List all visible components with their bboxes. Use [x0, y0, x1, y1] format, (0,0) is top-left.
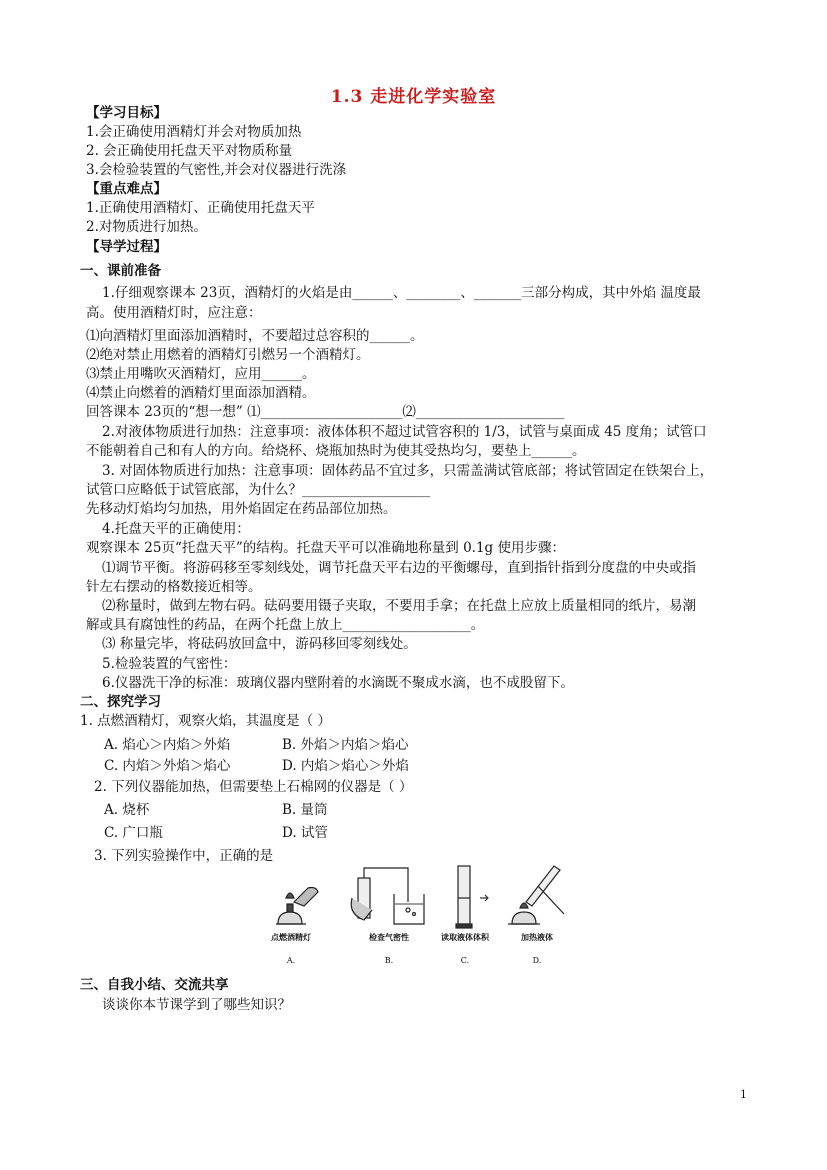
figure-caption-b: 检查气密性	[369, 932, 409, 942]
experiment-figure	[268, 858, 568, 970]
figure-label-c: C.	[460, 956, 470, 965]
figure-label-b: B.	[384, 956, 394, 965]
key-2: 2.对物质进行加热。	[86, 219, 207, 235]
text-line: ⑶禁止用嘴吹灭酒精灯，应用______。	[86, 366, 316, 382]
text-line: 试管口应略低于试管底部，为什么？___________________	[86, 482, 431, 498]
figure-caption-a: 点燃酒精灯	[271, 932, 311, 942]
page-number: 1	[740, 1088, 747, 1101]
part-heading-1: 一、课前准备	[80, 263, 161, 279]
text-line: ⑴向酒精灯里面添加酒精时，不要超过总容积的______。	[86, 328, 424, 344]
text-line: 1.仔细观察课本 23页，酒精灯的火焰是由______、________、_______三部分构成，其中外焰 温度最	[102, 285, 701, 301]
graduated-cylinder-icon	[456, 866, 488, 928]
figure-label-d: D.	[532, 956, 542, 965]
q2-option-d: D. 试管	[282, 825, 328, 841]
q2-option-b: B. 量筒	[282, 802, 328, 818]
airtightness-setup-icon	[351, 868, 424, 924]
text-line: ⑵绝对禁止用燃着的酒精灯引燃另一个酒精灯。	[86, 347, 370, 363]
text-line: ⑴调节平衡。将游码移至零刻线处，调节托盘天平右边的平衡螺母，直到指针指到分度盘的中央或指	[102, 560, 696, 576]
text-line: ⑵称量时，做到左物右码。砝码要用镊子夹取，不要用手拿；在托盘上应放上质量相同的纸片，易潮	[102, 598, 696, 614]
text-line: 回答课本 23页的“想一想” ⑴_____________________⑵______________________	[86, 404, 565, 420]
figure-caption-d: 加热液体	[521, 932, 553, 942]
text-line: 针左右摆动的格数接近相等。	[86, 579, 262, 595]
goal-2: 2. 会正确使用托盘天平对物质称量	[86, 143, 293, 159]
key-1: 1.正确使用酒精灯、正确使用托盘天平	[86, 200, 315, 216]
text-line: ⑶ 称量完毕，将砝码放回盒中，游码移回零刻线处。	[102, 636, 417, 652]
goal-1: 1.会正确使用酒精灯并会对物质加热	[86, 124, 302, 140]
section-heading-key: 【重点难点】	[86, 181, 167, 197]
part-heading-2: 二、探究学习	[80, 694, 161, 710]
text-line: 3. 对固体物质进行加热：注意事项：固体药品不宜过多，只需盖满试管底部；将试管固定在铁架台上，	[102, 463, 714, 479]
q1-option-b: B. 外焰＞内焰＞焰心	[282, 737, 409, 753]
alcohol-lamp-a-icon	[276, 888, 318, 925]
text-line: 4.托盘天平的正确使用：	[102, 521, 250, 537]
question-1: 1. 点燃酒精灯，观察火焰，其温度是（ ）	[80, 713, 331, 729]
summary-prompt: 谈谈你本节课学到了哪些知识？	[102, 997, 291, 1013]
q1-option-a: A. 焰心＞内焰＞外焰	[104, 737, 231, 753]
text-line: 5.检验装置的气密性：	[102, 656, 237, 672]
figure-caption-c: 读取液体体积	[441, 932, 489, 942]
q1-option-c: C. 内焰＞外焰＞焰心	[104, 758, 231, 774]
section-heading-goals: 【学习目标】	[86, 105, 167, 121]
text-line: 2.对液体物质进行加热：注意事项：液体体积不超过试管容积的 1/3，试管与桌面成 45 度角；试管口	[102, 424, 707, 440]
q2-option-c: C. 广口瓶	[104, 825, 163, 841]
section-heading-process: 【导学过程】	[86, 239, 167, 255]
text-line: 先移动灯焰均匀加热，用外焰固定在药品部位加热。	[86, 501, 397, 517]
part-heading-3: 三、自我小结、交流共享	[80, 977, 229, 993]
figure-label-a: A.	[286, 956, 296, 965]
lab-operations-illustration	[268, 858, 568, 970]
text-line: ⑷禁止向燃着的酒精灯里面添加酒精。	[86, 385, 316, 401]
text-line: 高。使用酒精灯时，应注意：	[86, 305, 262, 321]
q2-option-a: A. 烧杯	[104, 802, 150, 818]
page-title: 1.3 走进化学实验室	[330, 87, 497, 107]
text-line: 解或具有腐蚀性的药品，在两个托盘上放上___________________。	[86, 617, 485, 633]
heating-test-tube-icon	[508, 866, 564, 924]
text-line: 不能朝着自己和有人的方向。给烧杯、烧瓶加热时为使其受热均匀，要垫上______。	[86, 443, 586, 459]
question-3: 3. 下列实验操作中，正确的是	[94, 848, 274, 864]
text-line: 6.仪器洗干净的标准：玻璃仪器内壁附着的水滴既不聚成水滴，也不成股留下。	[102, 675, 574, 691]
goal-3: 3.会检验装置的气密性,并会对仪器进行洗涤	[86, 162, 347, 178]
question-2: 2. 下列仪器能加热，但需要垫上石棉网的仪器是（ ）	[94, 779, 413, 795]
q1-option-d: D. 内焰＞焰心＞外焰	[282, 758, 409, 774]
text-line: 观察课本 25页“托盘天平”的结构。托盘天平可以准确地称量到 0.1g 使用步骤：	[86, 540, 565, 556]
